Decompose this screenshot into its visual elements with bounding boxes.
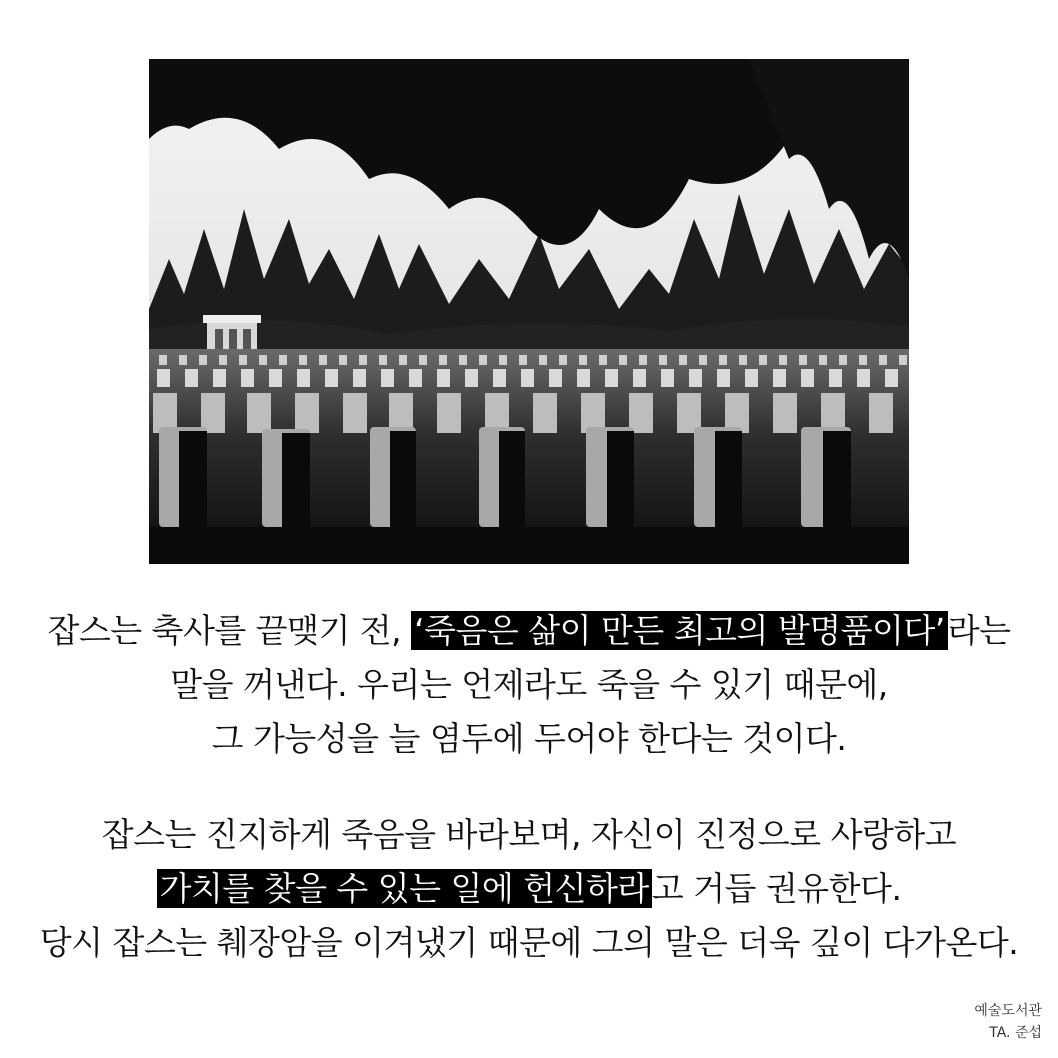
credit (974, 1000, 1042, 1044)
paragraph-2-line-1: 잡스는 진지하게 죽음을 바라보며, 자신이 진정으로 사랑하고 (101, 815, 957, 854)
highlight-quote: ‘죽음은 삶이 만든 최고의 발명품이다’ (411, 611, 948, 650)
highlight-advice: 가치를 찾을 수 있는 일에 헌신하라 (157, 869, 652, 908)
paragraph-1-line-1-text: 잡스는 축사를 끝맺기 전, (47, 611, 412, 650)
cemetery-photo-art (149, 59, 909, 564)
paragraph-1 (0, 604, 1058, 766)
paragraph-1-line-1 (0, 604, 1058, 658)
paragraph-2 (0, 808, 1058, 970)
credit-line-1: 예술도서관 (974, 1003, 1042, 1019)
paragraph-2-line-2 (0, 862, 1058, 916)
paragraph-1-line-2: 말을 꺼낸다. 우리는 언제라도 죽을 수 있기 때문에, (170, 665, 888, 704)
cemetery-photo (149, 59, 909, 564)
credit-line-2: TA. 준섭 (989, 1025, 1042, 1041)
paragraph-2-line-2-suffix: 고 거듭 권유한다. (651, 869, 902, 908)
paragraph-1-line-3: 그 가능성을 늘 염두에 두어야 한다는 것이다. (211, 719, 847, 758)
paragraph-2-line-3: 당시 잡스는 췌장암을 이겨냈기 때문에 그의 말은 더욱 깊이 다가온다. (39, 923, 1019, 962)
paragraph-1-line-1-suffix: 라는 (947, 611, 1011, 650)
